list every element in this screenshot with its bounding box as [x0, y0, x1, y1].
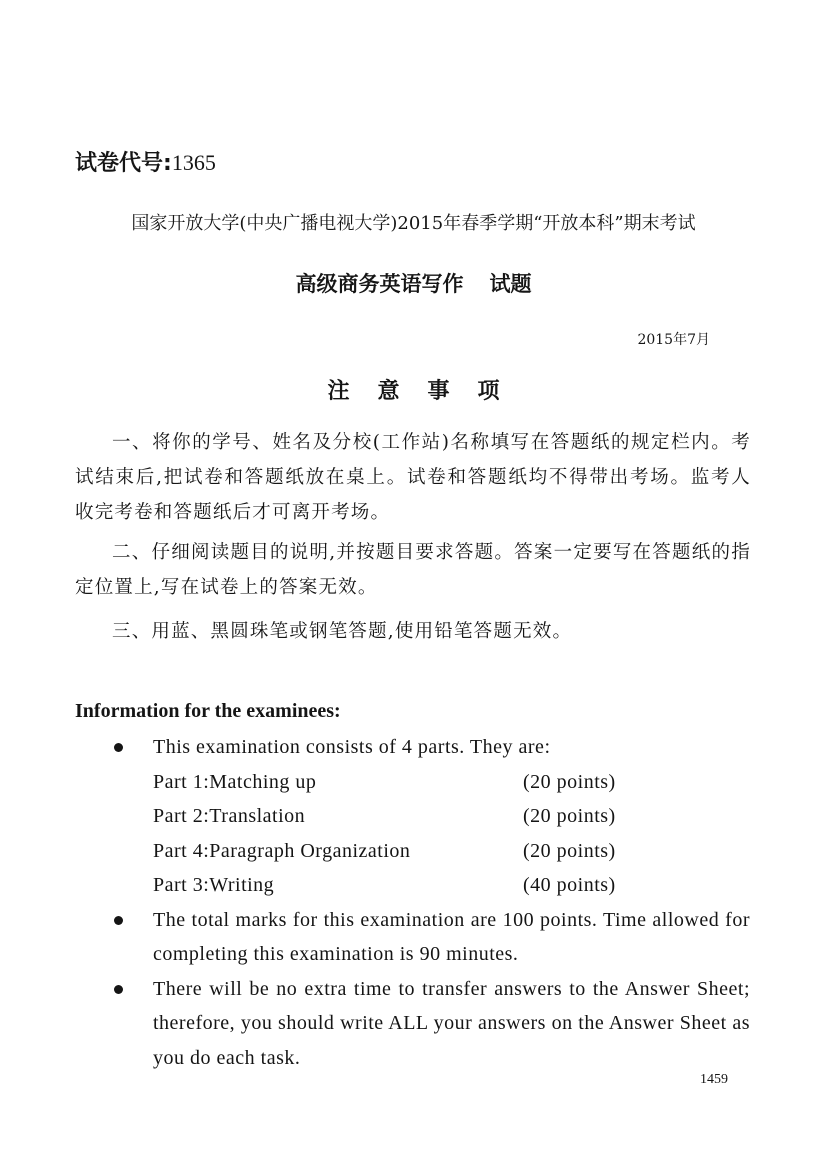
paper-code-value: 1365 [171, 150, 216, 175]
parts-table [153, 765, 750, 903]
part-name: Part 3:Writing [153, 874, 275, 896]
exam-date: 2015年7月 [637, 332, 710, 348]
part-row [153, 834, 750, 869]
paper-code-label: 试卷代号: [75, 151, 172, 176]
subject-name: 高级商务英语写作 [295, 272, 464, 296]
info-heading: Information for the examinees: [75, 700, 341, 722]
info-bullet-list [110, 730, 750, 1075]
notice-item-3: 三、用蓝、黑圆珠笔或钢笔答题,使用铅笔答题无效。 [112, 621, 573, 642]
parts-intro: This examination consists of 4 parts. They are: [153, 736, 551, 758]
part-points: (20 points) [523, 770, 616, 793]
total-marks-text: The total marks for this examination are 100 points. Time allowed for completing this examination is 90 minutes. [153, 908, 750, 965]
exam-name: 国家开放大学(中央广播电视大学)2015年春季学期“开放本科”期末考试 [131, 213, 696, 234]
notice-item-1: 一、将你的学号、姓名及分校(工作站)名称填写在答题纸的规定栏内。考试结束后,把试卷和答题纸放在桌上。试卷和答题纸均不得带出考场。监考人收完考卷和答题纸后才可离开考场。 [75, 432, 751, 523]
part-name: Part 2:Translation [153, 805, 306, 827]
bullet-answer-sheet [110, 972, 750, 1076]
bullet-total [110, 903, 750, 972]
part-row [153, 799, 750, 834]
paper-code [75, 146, 216, 177]
subject-title [0, 268, 827, 298]
part-points: (20 points) [523, 839, 616, 862]
part-row [153, 868, 750, 903]
part-points: (40 points) [523, 874, 616, 896]
bullet-dot-icon [114, 743, 123, 752]
bullet-dot-icon [114, 985, 123, 994]
notice-heading: 注意事项 [327, 379, 528, 404]
page-number: 1459 [700, 1072, 728, 1087]
bullet-parts [110, 730, 750, 903]
bullet-dot-icon [114, 916, 123, 925]
part-name: Part 1:Matching up [153, 770, 317, 793]
part-row [153, 765, 750, 800]
part-points: (20 points) [523, 805, 616, 827]
notice-item-2: 二、仔细阅读题目的说明,并按题目要求答题。答案一定要写在答题纸的指定位置上,写在试卷上的答案无效。 [75, 542, 751, 598]
answer-sheet-text: There will be no extra time to transfer answers to the Answer Sheet; therefore, you should write ALL your answers on the Answer Sheet as you do each task. [153, 977, 750, 1069]
paper-type: 试题 [489, 272, 532, 296]
part-name: Part 4:Paragraph Organization [153, 839, 411, 862]
